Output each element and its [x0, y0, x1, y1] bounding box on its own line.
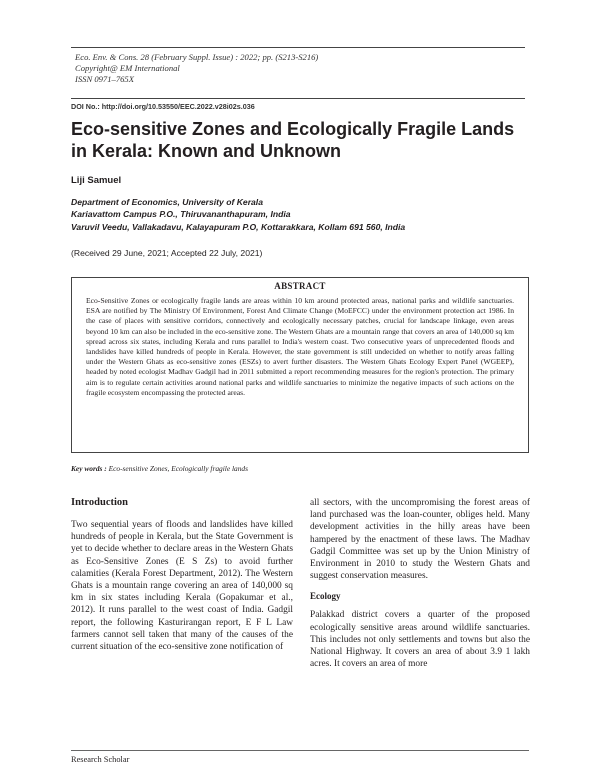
continued-text: all sectors, with the uncompromising the forest areas of land purchased was the loan-counter, obliges held. Many development activities in the hilly areas have been hampered by the enactment of these laws. The Madhav Gadgil Committee was set up by the Union Ministry of Environment in 2010 to study the Western Ghats and suggest conservation measures. — [310, 498, 530, 582]
introduction-text: Two sequential years of floods and landslides have killed hundreds of people in Kerala, but the State Government is yet to decide whether to declare areas in the Western Ghats as Eco-Sensitive Zones (E S Zs) to avoid further calamities (Kerala Forest Department, 2012). The Western Ghats is a mountain range covering an area of 140,000 sq km in six states including Kerala (Gopakumar et al., 2012). It runs parallel to the west coast of India. Gadgil report, the following Kasturirangan report, E F L Law farmers cannot sell taken that many of the causes of the current situation of the eco-sensitive zone notification of — [71, 520, 293, 653]
affiliation-line: Kariavattom Campus P.O., Thiruvananthapuram, India — [71, 209, 291, 220]
introduction-heading: Introduction — [71, 497, 128, 508]
affiliation-line: Department of Economics, University of Kerala — [71, 197, 263, 207]
abstract-box — [71, 277, 529, 453]
ecology-heading: Ecology — [310, 591, 341, 602]
right-column — [310, 497, 530, 670]
journal-info-box — [71, 47, 525, 99]
abstract-heading: ABSTRACT — [274, 281, 326, 291]
keywords-text: Eco-sensitive Zones, Ecologically fragile lands — [108, 464, 248, 473]
received-dates: (Received 29 June, 2021; Accepted 22 July, 2021) — [71, 248, 263, 258]
journal-copyright: Copyright@ EM International — [75, 63, 180, 74]
paper-title: Eco-sensitive Zones and Ecologically Fragile Lands in Kerala: Known and Unknown — [71, 119, 515, 161]
author-affiliation — [71, 196, 405, 233]
footer-note: Research Scholar — [71, 755, 130, 764]
keywords — [71, 464, 248, 473]
left-column — [71, 497, 293, 653]
keywords-label: Key words : — [71, 464, 107, 473]
journal-issn: ISSN 0971–765X — [75, 74, 134, 85]
affiliation-line: Varuvil Veedu, Vallakadavu, Kalayapuram P.O, Kottarakkara, Kollam 691 560, India — [71, 221, 406, 232]
author-name: Liji Samuel — [71, 175, 122, 186]
footer-divider — [71, 750, 529, 751]
ecology-text: Palakkad district covers a quarter of the proposed ecologically sensitive areas around wildlife sanctuaries. This includes not only settlements and towns but also the National Highway. It covers an area of about 3.9 1 lakh acres. It covers an area of more — [310, 610, 530, 670]
journal-citation: Eco. Env. & Cons. 28 (February Suppl. Issue) : 2022; pp. (S213-S216) — [75, 52, 319, 62]
abstract-text: Eco-Sensitive Zones or ecologically fragile lands are areas within 10 km around protected areas, national parks and wildlife sanctuaries. ESA are notified by The Ministry Of Environment, Forest And Climate Change (MoEFCC) under the environment protection act 1986. In the case of places with sensitive corridors, connectively and ecologically necessary patches, crucial for landscape linkage, even areas beyond 10 km can also be included in the eco-sensitive zone. The Western Ghats are a mountain range that covers an area of 140,000 sq km spread across six states, including Kerala and runs parallel to India's western coast. Two consecutive years of unprecedented floods and landslides have killed hundreds of people in Kerala. However, the state government is still undecided on whether to notify areas falling under the Western Ghats as eco-sensitive zones (ESZs) to avert further disasters. The Western Ghats Ecology Expert Panel (WGEEP), headed by noted ecologist Madhav Gadgil had in 2011 submitted a report recommending measures for the region's protection. The primary aim is to regulate certain activities around national parks and wildlife sanctuaries to minimize the negative impacts of such actions on the fragile ecosystem encompassing the protected areas. — [86, 296, 514, 397]
doi-link[interactable]: DOI No.: http://doi.org/10.53550/EEC.2022.v28i02s.036 — [71, 102, 255, 111]
